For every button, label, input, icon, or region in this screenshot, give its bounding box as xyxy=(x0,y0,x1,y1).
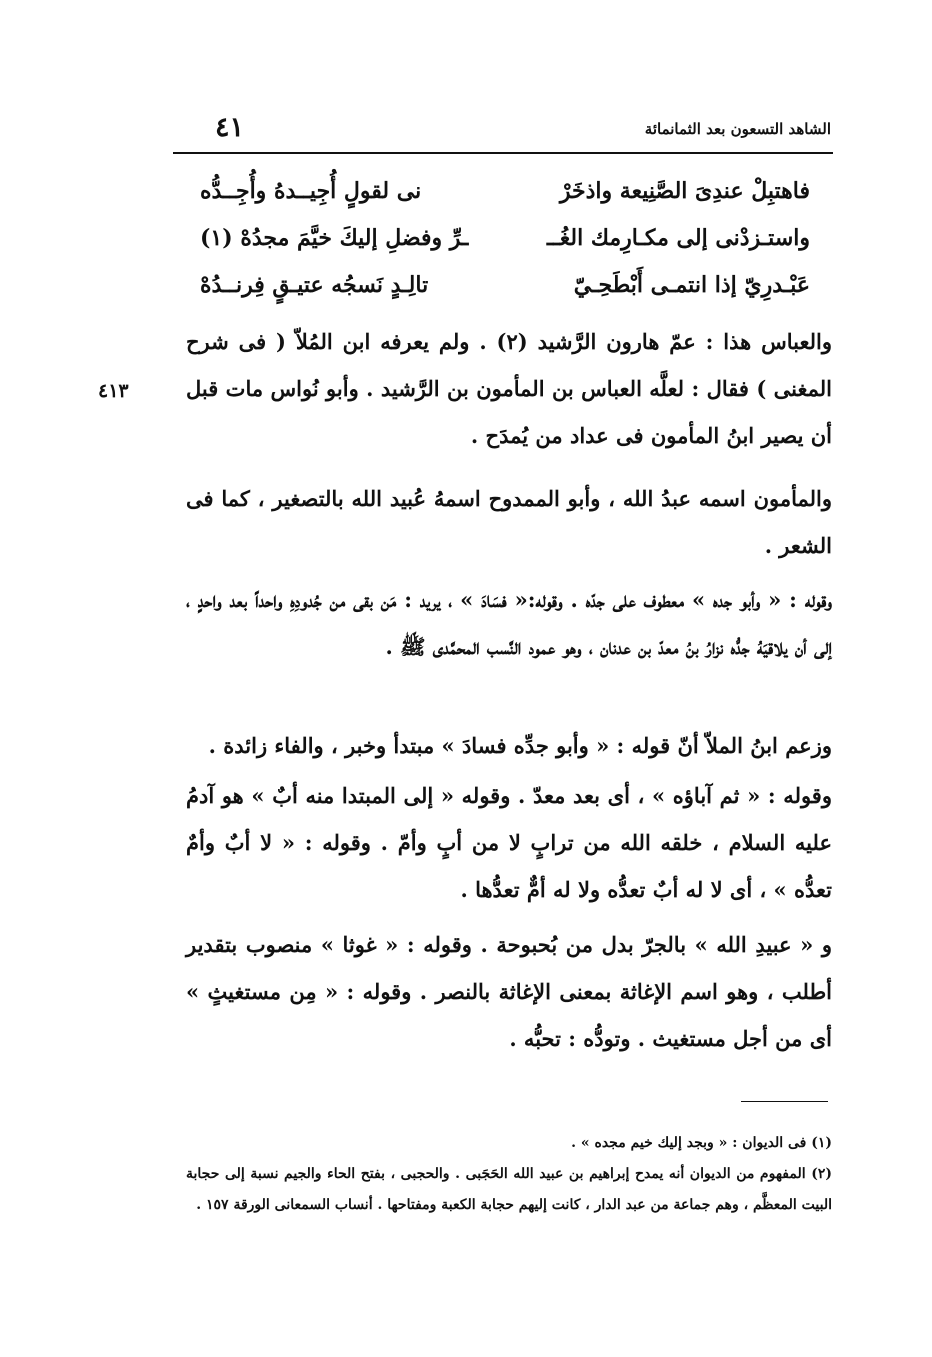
poem-verses xyxy=(200,174,810,315)
footnote-separator xyxy=(741,1101,828,1102)
second-hemistich: تالِـدٍ نَسجُه عتيـقٍ فِرنــدُهْ xyxy=(200,272,429,298)
footnote: (١) فى الديوان : « وبجد إليك خيم مجده » . xyxy=(571,1135,832,1151)
paragraph: والمأمون اسمه عبدُ الله ، وأبو الممدوح اسمهُ عُبيد الله بالتصغير ، كما فى الشعر . xyxy=(186,486,832,558)
first-hemistich: فاهتبِلْ عندِىَ الصَّنِيعة واذخَرْ xyxy=(559,178,810,204)
paragraph: وزعم ابنُ الملاّ أنّ قوله : « وأبو جدِّه فسادَ » مبتدأ وخبر ، والفاء زائدة . xyxy=(208,733,832,758)
footnotes xyxy=(186,1128,832,1221)
margin-page-reference: ٤١٣ xyxy=(98,380,129,402)
verse-line xyxy=(200,268,810,315)
paragraph: وقوله : « وأبو جده » معطوف على جدّه . وقوله:« فسَادَ » ، يريد : مَن بقى من جُدودِهِ واحداً بعد واحدٍ ، إلى أن يلاقيَهُ جدُّه نزارُ بنُ معدّ بن عدنان ، وهو عمود النَّسب المحمَّدى ﷺ . xyxy=(186,587,832,659)
footnote: (٢) المفهوم من الديوان أنه يمدح إبراهيم بن عبيد الله الحَجَبى . والحجبى ، بفتح الحاء والجيم نسبة إلى حجابة البيت المعظَّم ، وهم جماعة من عبد الدار ، كانت إليهم حجابة الكعبة ومفتاحها . أنساب السمعانى الورقة ١٥٧ . xyxy=(186,1166,832,1213)
first-hemistich: عَبْـدرِيّ إذا انتمـى أَبْطَحِـيّ xyxy=(573,272,810,298)
second-hemistich: نى لقولٍ أُجِيــدهُ وأُجِــدُّه xyxy=(200,178,422,204)
first-hemistich: واستـزدْنى إلى مكـارِمك الغُــ xyxy=(546,225,810,251)
paragraph: وقوله : « ثم آباؤه » ، أى بعد معدّ . وقوله « إلى المبتدا منه أبٌ » هو آدمُ عليه السلام ، خلقه الله من ترابٍ لا من أبٍ وأمّ . وقوله : « لا أبٌ وأمٌ تعدُّه » ، أى لا له أبٌ تعدُّه ولا له أمٌّ تعدُّها . xyxy=(186,783,832,902)
page-number: ٤١ xyxy=(215,112,245,143)
page-header xyxy=(175,112,831,152)
running-title: الشاهد التسعون بعد الثمانمائة xyxy=(644,120,831,138)
header-rule xyxy=(173,152,833,154)
verse-line xyxy=(200,174,810,221)
second-hemistich: ـرِّ وفضلِ إليكَ خيَّمَ مجدُهْ (١) xyxy=(200,225,469,251)
paragraph: والعباس هذا : عمّ هارون الرَّشيد (٢) . ولم يعرفه ابن المُلاّ ( فى شرح المغنى ) فقال : لعلَّه العباس بن المأمون بن الرَّشيد . وأبو نُواس مات قبل أن يصير ابنُ المأمون فى عداد من يُمدَح . xyxy=(186,329,832,448)
verse-line xyxy=(200,221,810,268)
paragraph: و « عبيدِ الله » بالجرّ بدل من بُحبوحة . وقوله : « غوثا » منصوب بتقدير أطلب ، وهو اسم الإغاثة بمعنى الإغاثة بالنصر . وقوله : « مِن مستغيثٍ » أى من أجل مستغيث . وتودُّه : تحبُّه . xyxy=(186,932,832,1051)
